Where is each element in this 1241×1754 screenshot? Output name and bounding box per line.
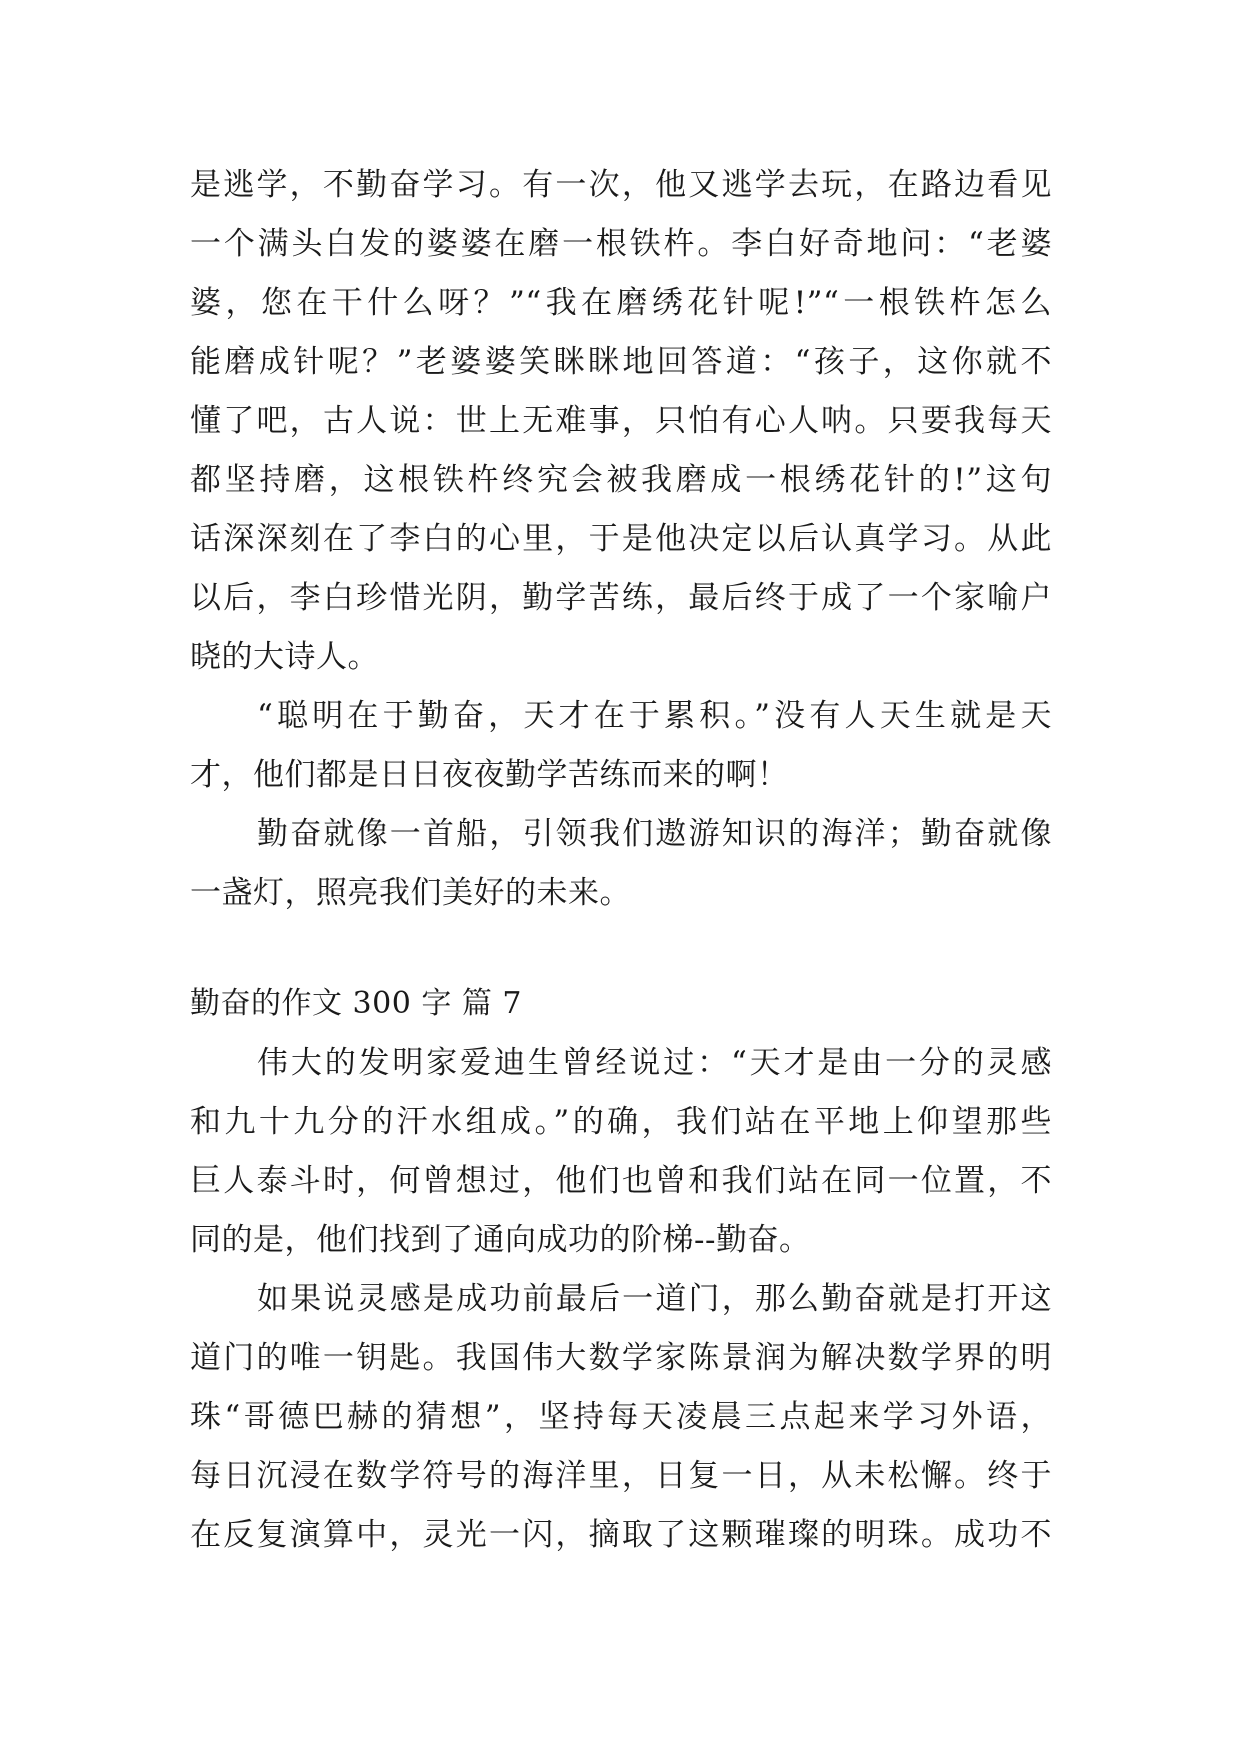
text-line: 是逃学，不勤奋学习。有一次，他又逃学去玩，在路边看见: [190, 167, 1052, 203]
text-line: 都坚持磨，这根铁杵终究会被我磨成一根绣花针的!”这句: [190, 462, 1052, 498]
text-line: 每日沉浸在数学符号的海洋里，日复一日，从未松懈。终于: [190, 1458, 1052, 1494]
text-line: 巨人泰斗时，何曾想过，他们也曾和我们站在同一位置，不: [190, 1163, 1052, 1199]
text-line: 能磨成针呢？”老婆婆笑眯眯地回答道：“孩子，这你就不: [190, 344, 1052, 380]
paragraph-first-line: “聪明在于勤奋，天才在于累积。”没有人天生就是天: [257, 698, 1052, 734]
text-line: 一盏灯，照亮我们美好的未来。: [190, 875, 631, 911]
paragraph-first-line: 如果说灵感是成功前最后一道门，那么勤奋就是打开这: [257, 1281, 1052, 1317]
text-line: 珠“哥德巴赫的猜想”，坚持每天凌晨三点起来学习外语，: [190, 1399, 1052, 1435]
text-line: 道门的唯一钥匙。我国伟大数学家陈景润为解决数学界的明: [190, 1340, 1052, 1376]
text-line: 才，他们都是日日夜夜勤学苦练而来的啊！: [190, 757, 789, 793]
text-line: 一个满头白发的婆婆在磨一根铁杵。李白好奇地问：“老婆: [190, 226, 1052, 262]
section-heading: 勤奋的作文 300 字 篇 7: [190, 986, 522, 1021]
text-line: 懂了吧，古人说：世上无难事，只怕有心人呐。只要我每天: [190, 403, 1052, 439]
paragraph-first-line: 伟大的发明家爱迪生曾经说过：“天才是由一分的灵感: [257, 1045, 1052, 1081]
text-line: 晓的大诗人。: [190, 639, 379, 675]
text-line: 在反复演算中，灵光一闪，摘取了这颗璀璨的明珠。成功不: [190, 1517, 1052, 1553]
text-line: 同的是，他们找到了通向成功的阶梯--勤奋。: [190, 1222, 811, 1258]
text-line: 婆，您在干什么呀？”“我在磨绣花针呢!”“一根铁杵怎么: [190, 285, 1052, 321]
text-line: 话深深刻在了李白的心里，于是他决定以后认真学习。从此: [190, 521, 1052, 557]
text-line: 和九十九分的汗水组成。”的确，我们站在平地上仰望那些: [190, 1104, 1052, 1140]
paragraph-first-line: 勤奋就像一首船，引领我们遨游知识的海洋；勤奋就像: [257, 816, 1052, 852]
text-line: 以后，李白珍惜光阴，勤学苦练，最后终于成了一个家喻户: [190, 580, 1052, 616]
